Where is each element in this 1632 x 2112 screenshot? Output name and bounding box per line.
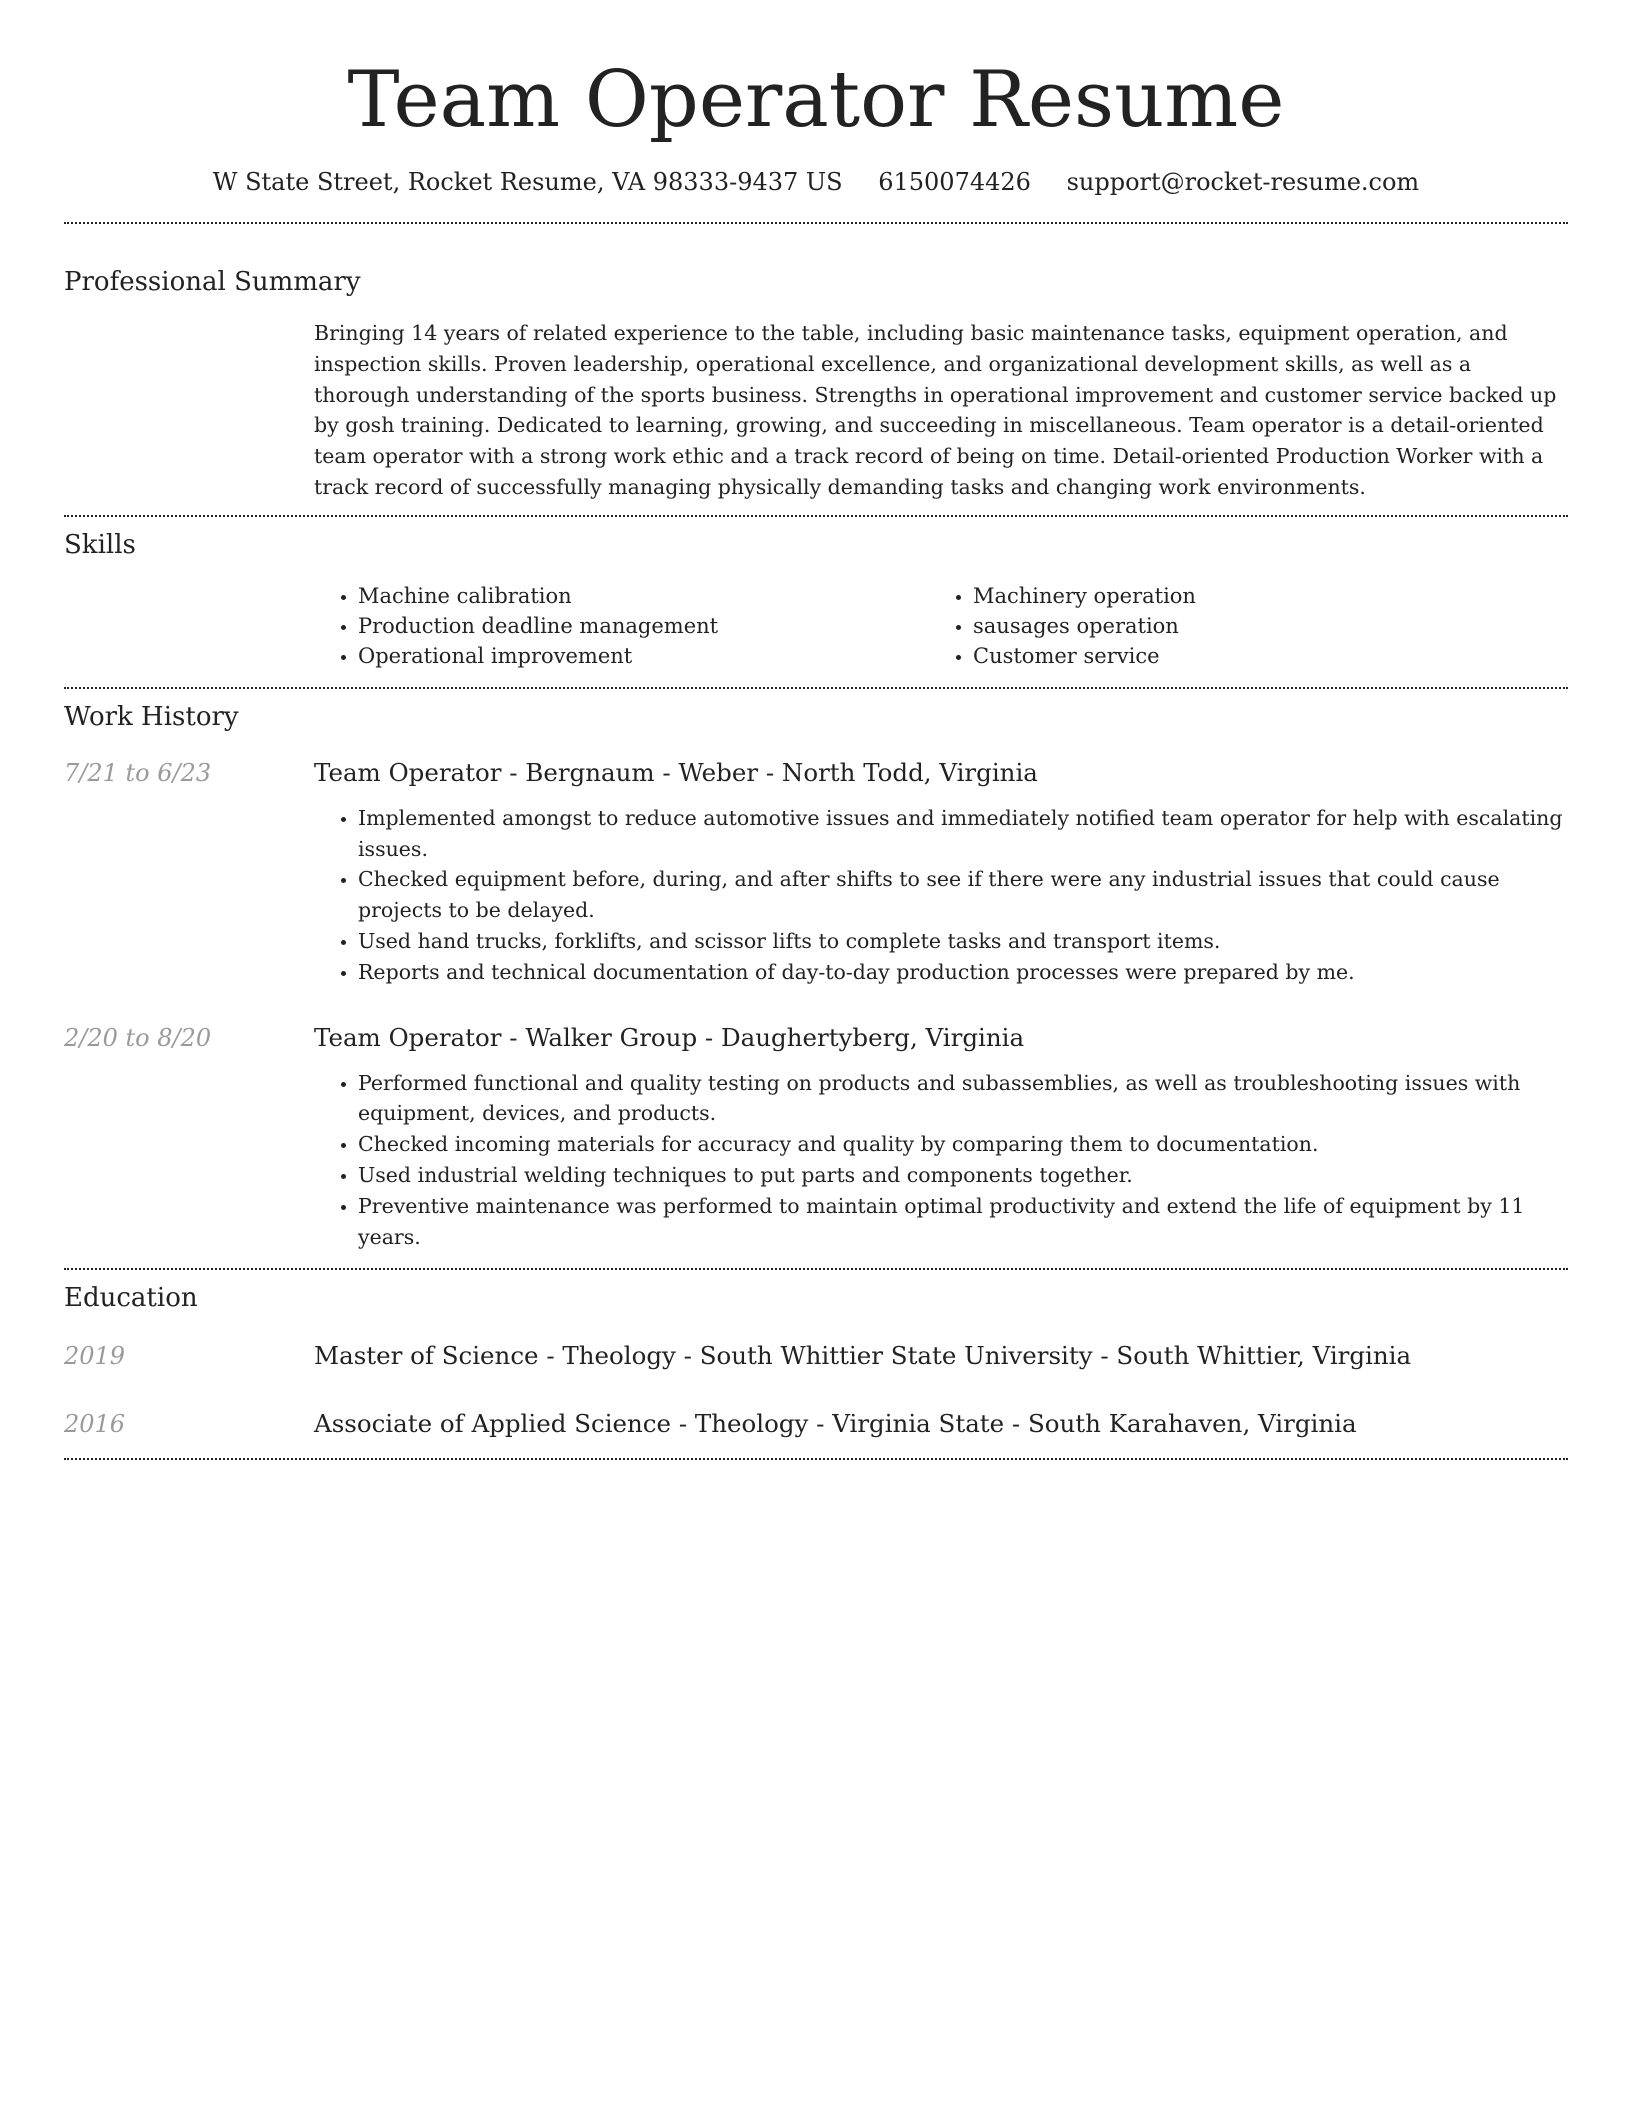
job-bullet: • Used hand trucks, forklifts, and scissor lifts to complete tasks and transport items.	[358, 926, 1568, 957]
contact-address: W State Street, Rocket Resume, VA 98333-9437 US	[212, 168, 843, 196]
contact-email: support@rocket-resume.com	[1066, 168, 1420, 196]
job-bullets	[314, 803, 1568, 988]
skill-item: • Machine calibration	[358, 581, 973, 611]
skill-item: • sausages operation	[973, 611, 1588, 641]
summary-text: Bringing 14 years of related experience to the table, including basic maintenance tasks, equipment operation, and inspection skills. Proven leadership, operational excellence, and organizational development skills, as well as a thorough understanding of the sports business. Strengths in operational improvement and customer service backed up by gosh training. Dedicated to learning, growing, and succeeding in miscellaneous. Team operator is a detail-oriented team operator with a strong work ethic and a track record of being on time. Detail-oriented Production Worker with a track record of successfully managing physically demanding tasks and changing work environments.	[314, 321, 1557, 499]
education-year: 2016	[64, 1410, 126, 1439]
skills-section	[64, 517, 1568, 687]
job-bullets	[314, 1068, 1568, 1253]
education-section	[64, 1270, 1568, 1458]
skill-item: • Customer service	[973, 641, 1588, 671]
contact-phone: 6150074426	[878, 168, 1031, 196]
section-title-work: Work History	[64, 701, 239, 732]
resume-page	[64, 0, 1568, 1460]
job-bullet: • Preventive maintenance was performed to maintain optimal productivity and extend the life of equipment by 11 years.	[358, 1191, 1568, 1253]
job-entry	[64, 757, 1568, 988]
job-bullet: • Implemented amongst to reduce automotive issues and immediately notified team operator for help with escalating issues.	[358, 803, 1568, 865]
job-entry	[64, 1022, 1568, 1269]
skill-item: • Operational improvement	[358, 641, 973, 671]
skill-item: • Machinery operation	[973, 581, 1588, 611]
divider	[64, 1458, 1568, 1460]
education-line: Master of Science - Theology - South Whittier State University - South Whittier, Virginia	[314, 1341, 1412, 1371]
education-line: Associate of Applied Science - Theology - Virginia State - South Karahaven, Virginia	[314, 1409, 1357, 1439]
skills-list-right	[973, 581, 1588, 671]
job-bullet: • Reports and technical documentation of day-to-day production processes were prepared by me.	[358, 957, 1568, 988]
job-title: Team Operator - Walker Group - Daughertyberg, Virginia	[314, 1022, 1025, 1052]
section-title-skills: Skills	[64, 529, 136, 560]
summary-section	[64, 224, 1568, 515]
education-entry	[64, 1408, 1568, 1458]
job-dates: 7/21 to 6/23	[64, 758, 212, 787]
job-bullet: • Used industrial welding techniques to put parts and components together.	[358, 1160, 1568, 1191]
education-year: 2019	[64, 1342, 126, 1371]
job-title: Team Operator - Bergnaum - Weber - North Todd, Virginia	[314, 757, 1038, 787]
skill-item: • Production deadline management	[358, 611, 973, 641]
job-bullet: • Checked equipment before, during, and after shifts to see if there were any industrial issues that could cause projects to be delayed.	[358, 864, 1568, 926]
work-section	[64, 689, 1568, 1269]
contact-line	[64, 166, 1568, 198]
job-dates: 2/20 to 8/20	[64, 1023, 212, 1052]
resume-header	[64, 0, 1568, 198]
section-title-summary: Professional Summary	[64, 267, 361, 297]
resume-title: Team Operator Resume	[347, 55, 1285, 145]
job-bullet: • Checked incoming materials for accuracy and quality by comparing them to documentation.	[358, 1129, 1568, 1160]
skills-list-left	[314, 581, 973, 671]
education-entry	[64, 1340, 1568, 1372]
job-bullet: • Performed functional and quality testing on products and subassemblies, as well as troubleshooting issues with equipment, devices, and products.	[358, 1068, 1568, 1130]
section-title-education: Education	[64, 1283, 198, 1314]
